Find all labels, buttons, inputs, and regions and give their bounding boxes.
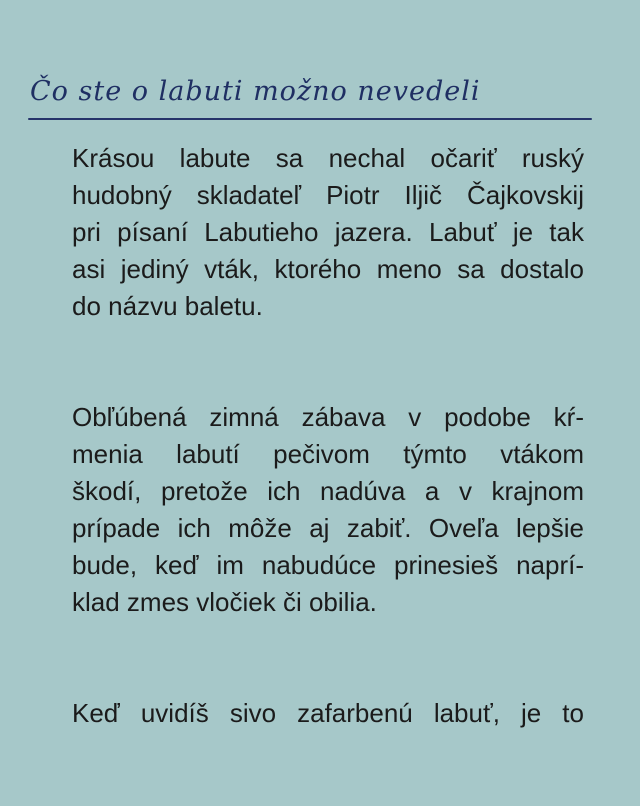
text-line: asi jediný vták, ktorého meno sa dostalo [72, 254, 584, 284]
paragraph-1 [56, 140, 584, 325]
page-heading: Čo ste o labuti možno nevedeli [30, 76, 481, 107]
text-line: hudobný skladateľ Piotr Iljič Čajkovskij [72, 180, 584, 210]
text-line: Obľúbená zimná zábava v podobe kŕ- [72, 402, 584, 432]
text-line: pri písaní Labutieho jazera. Labuť je tak [72, 217, 584, 247]
paragraph-3 [56, 695, 584, 732]
heading-underline [28, 118, 592, 120]
paragraph-2 [56, 399, 584, 621]
text-line: prípade ich môže aj zabiť. Oveľa lepšie [72, 513, 584, 543]
text-line: klad zmes vločiek či obilia. [72, 587, 377, 617]
text-line: Krásou labute sa nechal očariť ruský [72, 143, 584, 173]
article-body [56, 140, 584, 806]
text-line: do názvu baletu. [72, 291, 263, 321]
text-line: škodí, pretože ich nadúva a v krajnom [72, 476, 584, 506]
text-line: menia labutí pečivom týmto vtákom [72, 439, 584, 469]
text-line: bude, keď im nabudúce prinesieš naprí- [72, 550, 584, 580]
heading-block [28, 62, 592, 124]
text-line: Keď uvidíš sivo zafarbenú labuť, je to [72, 698, 584, 728]
